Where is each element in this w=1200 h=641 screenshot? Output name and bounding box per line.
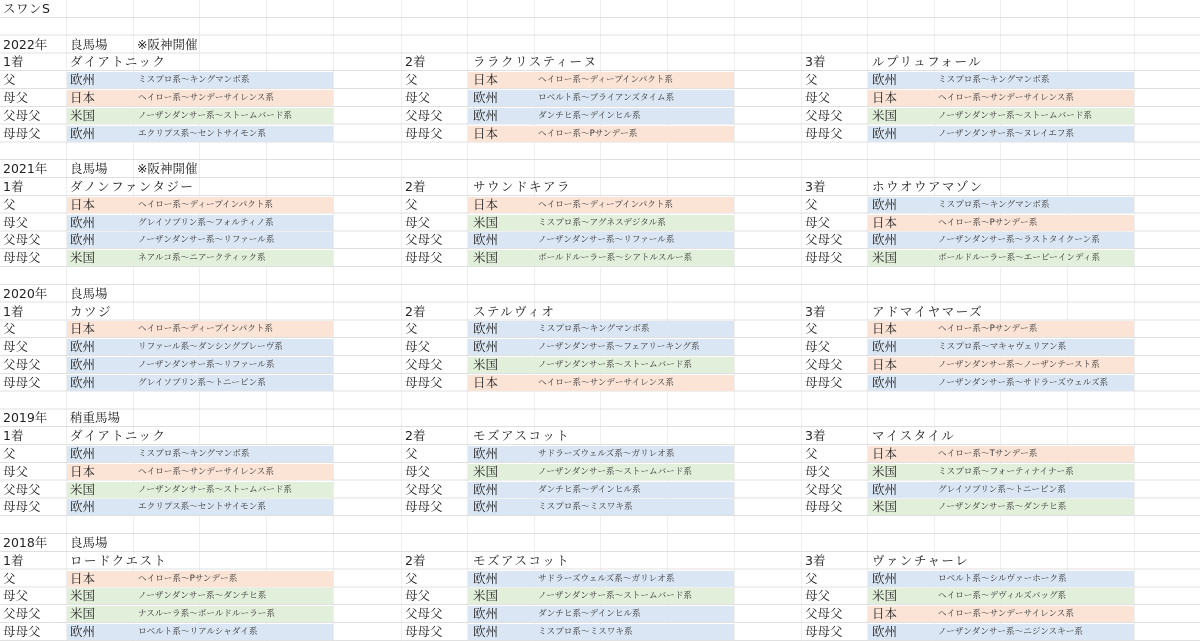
relation-cell[interactable]: 父母父 [405,481,443,497]
lineage-cell[interactable]: ボールドルーラー系～シアトルスルー系 [538,253,693,264]
region-cell[interactable]: 欧州 [473,570,499,586]
horse-name-cell[interactable]: ルプリュフォール [872,54,983,70]
relation-cell[interactable]: 父母父 [805,232,843,248]
relation-cell[interactable]: 父 [805,72,818,88]
lineage-cell[interactable]: ミスプロ系～キングマンボ系 [138,75,250,86]
relation-cell[interactable]: 父 [3,446,16,461]
place-cell[interactable]: 2着 [405,303,426,319]
relation-cell[interactable]: 父 [405,321,418,337]
region-cell[interactable]: 米国 [473,463,499,479]
pedigree-row [0,107,1200,125]
relation-cell[interactable]: 母母父 [3,250,41,266]
year-cell[interactable]: 2019年 [3,410,48,426]
lineage-cell[interactable]: グレイソブリン系～トニービン系 [138,377,266,388]
pedigree-row [0,196,1200,214]
region-cell[interactable]: 米国 [872,588,898,604]
region-cell[interactable]: 欧州 [473,624,499,639]
lineage-cell[interactable]: ナスルーラ系～ボールドルーラー系 [138,609,275,620]
region-cell[interactable]: 米国 [70,481,96,497]
year-cell[interactable]: 2020年 [3,285,48,301]
place-cell[interactable]: 1着 [3,552,24,568]
region-cell[interactable]: 米国 [70,606,96,622]
lineage-cell[interactable]: ヘイロー系～Tサンデー系 [938,449,1038,459]
lineage-cell[interactable]: ヘイロー系～サンデーサイレンス系 [938,93,1074,103]
horse-name-cell[interactable]: モズアスコット [473,552,571,568]
pedigree-row [0,338,1200,356]
region-cell[interactable]: 欧州 [70,624,96,639]
region-cell[interactable]: 日本 [872,606,898,622]
relation-cell[interactable]: 父 [3,196,16,212]
place-row [0,53,1200,71]
place-cell[interactable]: 1着 [3,54,24,70]
relation-cell[interactable]: 父母父 [805,357,843,372]
relation-cell[interactable]: 母父 [405,214,431,230]
region-cell[interactable]: 欧州 [70,339,96,355]
relation-cell[interactable]: 母母父 [405,374,443,390]
relation-cell[interactable]: 母母父 [405,624,443,639]
relation-cell[interactable]: 母父 [805,588,831,604]
relation-cell[interactable]: 父 [3,570,16,586]
region-cell[interactable]: 日本 [473,196,499,212]
region-cell[interactable]: 欧州 [872,232,898,248]
region-cell[interactable]: 日本 [872,90,898,105]
relation-cell[interactable]: 父母父 [405,606,443,622]
horse-name-cell[interactable]: モズアスコット [473,428,571,444]
region-cell[interactable]: 欧州 [473,232,499,248]
lineage-cell[interactable]: サドラーズウェルズ系～ガリレオ系 [538,573,675,584]
region-cell[interactable]: 日本 [872,357,898,372]
pedigree-row [0,605,1200,623]
horse-name-cell[interactable]: ステルヴィオ [473,303,556,319]
relation-cell[interactable]: 母母父 [805,374,843,390]
region-cell[interactable]: 米国 [473,588,499,604]
region-cell[interactable]: 欧州 [70,446,96,461]
region-cell[interactable]: 米国 [70,107,96,123]
pedigree-row [0,356,1200,374]
place-cell[interactable]: 2着 [405,54,426,70]
lineage-cell[interactable]: エクリプス系～セントサイモン系 [138,128,266,139]
relation-cell[interactable]: 母父 [3,339,29,355]
horse-name-cell[interactable]: ダノンファンタジー [70,179,195,194]
relation-cell[interactable]: 母母父 [405,250,443,266]
pedigree-row [0,214,1200,232]
relation-cell[interactable]: 父母父 [3,606,41,622]
horse-name-cell[interactable]: アドマイヤマーズ [872,303,984,319]
relation-cell[interactable]: 母父 [805,90,831,105]
place-row [0,552,1200,570]
region-cell[interactable]: 米国 [473,357,499,372]
region-cell[interactable]: 欧州 [70,357,96,372]
lineage-cell[interactable]: ネアルコ系～ニアークティック系 [138,253,266,264]
lineage-cell[interactable]: ロベルト系～リアルシャダイ系 [138,627,258,637]
region-cell[interactable]: 欧州 [872,624,898,639]
lineage-cell[interactable]: ノーザンダンサー系～ラストタイクーン系 [938,235,1100,246]
lineage-cell[interactable]: ミスプロ系～ミスワキ系 [538,627,633,637]
year-header-row [0,285,1200,303]
horse-name-cell[interactable]: マイスタイル [872,428,956,444]
relation-cell[interactable]: 父 [405,446,418,461]
region-cell[interactable]: 欧州 [473,339,499,355]
relation-cell[interactable]: 母父 [805,463,831,479]
lineage-cell[interactable]: ノーザンダンサー系～フェアリーキング系 [538,342,700,353]
lineage-cell[interactable]: ミスプロ系～マキャヴェリアン系 [938,342,1067,353]
relation-cell[interactable]: 父 [805,321,818,337]
region-cell[interactable]: 米国 [70,588,96,604]
region-cell[interactable]: 欧州 [473,90,499,105]
lineage-cell[interactable]: ボールドルーラー系～エーピーインディ系 [938,253,1101,264]
region-cell[interactable]: 欧州 [70,232,96,248]
pedigree-row [0,498,1200,516]
place-cell[interactable]: 2着 [405,552,426,568]
relation-cell[interactable]: 父母父 [405,107,443,123]
relation-cell[interactable]: 母母父 [805,250,843,266]
lineage-cell[interactable]: ヘイロー系～Pサンデー系 [938,324,1038,335]
pedigree-row [0,125,1200,143]
horse-name-cell[interactable]: ヴァンチャーレ [872,552,970,568]
relation-cell[interactable]: 母父 [805,339,831,355]
place-cell[interactable]: 3着 [805,54,826,70]
region-cell[interactable]: 欧州 [872,339,898,355]
region-cell[interactable]: 日本 [473,374,499,390]
region-cell[interactable]: 欧州 [872,196,898,212]
relation-cell[interactable]: 母父 [3,463,29,479]
lineage-cell[interactable]: ノーザンダンサー系～ノーザンテースト系 [938,360,1100,370]
relation-cell[interactable]: 父 [3,321,16,337]
relation-cell[interactable]: 母父 [405,588,431,604]
lineage-cell[interactable]: ヘイロー系～Pサンデー系 [938,217,1038,228]
lineage-cell[interactable]: ロベルト系～ブライアンズタイム系 [538,93,675,103]
region-cell[interactable]: 欧州 [70,374,96,390]
region-cell[interactable]: 欧州 [872,125,898,141]
place-cell[interactable]: 2着 [405,428,426,444]
pedigree-row [0,89,1200,107]
lineage-cell[interactable]: ノーザンダンサー系～ニジンスキー系 [938,627,1083,637]
place-row [0,427,1200,445]
region-cell[interactable]: 日本 [70,570,96,586]
going-cell[interactable]: 良馬場 [70,535,108,550]
relation-cell[interactable]: 母母父 [3,499,41,515]
lineage-cell[interactable]: グレイソブリン系～トニービン系 [938,484,1066,495]
relation-cell[interactable]: 父母父 [3,232,41,248]
relation-cell[interactable]: 母父 [3,90,29,105]
relation-cell[interactable]: 母父 [3,588,29,604]
region-cell[interactable]: 日本 [70,463,96,479]
region-cell[interactable]: 米国 [70,250,96,266]
pedigree-row [0,249,1200,267]
relation-cell[interactable]: 父 [3,72,16,88]
horse-name-cell[interactable]: サウンドキアラ [473,179,572,194]
year-header-row [0,160,1200,178]
lineage-cell[interactable]: ミスプロ系～キングマンボ系 [938,75,1050,86]
note-cell[interactable]: ※阪神開催 [137,36,198,52]
region-cell[interactable]: 日本 [872,321,898,337]
region-cell[interactable]: 日本 [70,196,96,212]
region-cell[interactable]: 欧州 [473,499,499,515]
place-row [0,303,1200,321]
place-cell[interactable]: 1着 [3,303,24,319]
year-header-row [0,36,1200,54]
lineage-cell[interactable]: ノーザンダンサー系～ヌレイエフ系 [938,128,1075,139]
relation-cell[interactable]: 母父 [405,463,431,479]
relation-cell[interactable]: 父母父 [3,107,41,123]
lineage-cell[interactable]: ノーザンダンサー系～ストームバード系 [938,110,1093,121]
pedigree-row [0,623,1200,641]
going-cell[interactable]: 良馬場 [70,161,108,177]
pedigree-row [0,231,1200,249]
lineage-cell[interactable]: ヘイロー系～サンデーサイレンス系 [938,609,1074,620]
place-row [0,178,1200,196]
year-cell[interactable]: 2018年 [3,535,48,550]
going-cell[interactable]: 稍重馬場 [70,410,121,426]
region-cell[interactable]: 欧州 [872,72,898,88]
horse-name-cell[interactable]: ダイアトニック [70,54,167,70]
lineage-cell[interactable]: ダンチヒ系～デインヒル系 [538,484,641,495]
pedigree-row [0,374,1200,392]
relation-cell[interactable]: 父 [805,446,818,461]
relation-cell[interactable]: 母母父 [405,499,443,515]
year-cell[interactable]: 2021年 [3,161,48,177]
region-cell[interactable]: 欧州 [70,72,96,88]
region-cell[interactable]: 日本 [473,72,499,88]
lineage-cell[interactable]: ノーザンダンサー系～ストームバード系 [538,360,693,370]
lineage-cell[interactable]: ノーザンダンサー系～ストームバード系 [138,110,293,121]
region-cell[interactable]: 欧州 [473,481,499,497]
region-cell[interactable]: 欧州 [70,214,96,230]
place-cell[interactable]: 3着 [805,552,826,568]
lineage-cell[interactable]: ヘイロー系～ディープインパクト系 [538,199,674,210]
lineage-cell[interactable]: ロベルト系～シルヴァーホーク系 [938,573,1067,584]
relation-cell[interactable]: 父母父 [805,606,843,622]
lineage-cell[interactable]: リファール系～ダンシングブレーヴ系 [138,342,283,353]
lineage-cell[interactable]: ヘイロー系～Pサンデー系 [138,573,238,584]
region-cell[interactable]: 欧州 [473,606,499,622]
lineage-cell[interactable]: ヘイロー系～Pサンデー系 [538,128,638,139]
region-cell[interactable]: 欧州 [70,499,96,515]
relation-cell[interactable]: 父母父 [405,357,443,372]
lineage-cell[interactable]: ノーザンダンサー系～ストームバード系 [538,591,693,602]
relation-cell[interactable]: 父母父 [805,481,843,497]
relation-cell[interactable]: 母母父 [3,374,41,390]
place-cell[interactable]: 1着 [3,179,24,194]
pedigree-row [0,71,1200,89]
lineage-cell[interactable]: ノーザンダンサー系～リファール系 [138,235,275,246]
place-cell[interactable]: 2着 [405,179,426,194]
region-cell[interactable]: 欧州 [473,446,499,461]
region-cell[interactable]: 米国 [872,250,898,266]
pedigree-row [0,463,1200,481]
relation-cell[interactable]: 父母父 [3,357,41,372]
lineage-cell[interactable]: ヘイロー系～ディープインパクト系 [538,75,674,86]
horse-name-cell[interactable]: カツジ [70,303,113,319]
lineage-cell[interactable]: グレイソブリン系～フォルティノ系 [138,217,274,228]
relation-cell[interactable]: 父母父 [3,481,41,497]
region-cell[interactable]: 日本 [473,125,499,141]
relation-cell[interactable]: 父 [405,570,418,586]
relation-cell[interactable]: 父 [405,196,418,212]
region-cell[interactable]: 日本 [70,90,96,105]
region-cell[interactable]: 欧州 [473,321,499,337]
region-cell[interactable]: 米国 [872,499,898,515]
lineage-cell[interactable]: ミスプロ系～アグネスデジタル系 [538,217,666,228]
year-header-row [0,534,1200,552]
place-cell[interactable]: 3着 [805,179,826,194]
lineage-cell[interactable]: ノーザンダンサー系～リファール系 [538,235,675,246]
lineage-cell[interactable]: ヘイロー系～サンデーサイレンス系 [538,377,674,388]
sheet-title[interactable]: スワンS [3,1,51,16]
place-cell[interactable]: 3着 [805,303,826,319]
year-header-row [0,409,1200,427]
relation-cell[interactable]: 母母父 [805,125,843,141]
relation-cell[interactable]: 母父 [405,90,431,105]
lineage-cell[interactable]: エクリプス系～セントサイモン系 [138,502,266,513]
region-cell[interactable]: 欧州 [473,107,499,123]
lineage-cell[interactable]: ノーザンダンサー系～ダンチヒ系 [138,591,267,602]
horse-name-cell[interactable]: ダイアトニック [70,428,167,444]
pedigree-row [0,320,1200,338]
year-cell[interactable]: 2022年 [3,36,48,52]
region-cell[interactable]: 欧州 [70,125,96,141]
lineage-cell[interactable]: ノーザンダンサー系～ストームバード系 [538,466,693,477]
relation-cell[interactable]: 父 [805,196,818,212]
going-cell[interactable]: 良馬場 [70,36,108,52]
relation-cell[interactable]: 母母父 [405,125,443,141]
region-cell[interactable]: 欧州 [872,481,898,497]
pedigree-row [0,587,1200,605]
pedigree-row [0,481,1200,499]
horse-name-cell[interactable]: ララクリスティーヌ [473,54,598,70]
region-cell[interactable]: 欧州 [872,570,898,586]
lineage-cell[interactable]: ミスプロ系～キングマンボ系 [938,199,1050,210]
lineage-cell[interactable]: ミスプロ系～キングマンボ系 [138,449,250,459]
relation-cell[interactable]: 父 [405,72,418,88]
lineage-cell[interactable]: ミスプロ系～キングマンボ系 [538,324,650,335]
lineage-cell[interactable]: ノーザンダンサー系～リファール系 [138,360,275,370]
horse-name-cell[interactable]: ホウオウアマゾン [872,179,984,194]
relation-cell[interactable]: 母母父 [805,624,843,639]
relation-cell[interactable]: 父母父 [805,107,843,123]
region-cell[interactable]: 欧州 [872,374,898,390]
region-cell[interactable]: 米国 [473,214,499,230]
lineage-cell[interactable]: ダンチヒ系～デインヒル系 [538,609,641,620]
lineage-cell[interactable]: ヘイロー系～サンデーサイレンス系 [138,466,274,477]
lineage-cell[interactable]: ヘイロー系～サンデーサイレンス系 [138,93,274,103]
relation-cell[interactable]: 母父 [805,214,831,230]
lineage-cell[interactable]: ノーザンダンサー系～ストームバード系 [138,484,293,495]
lineage-cell[interactable]: ヘイロー系～ディープインパクト系 [138,324,274,335]
going-cell[interactable]: 良馬場 [70,285,108,301]
region-cell[interactable]: 米国 [872,463,898,479]
lineage-cell[interactable]: サドラーズウェルズ系～ガリレオ系 [538,449,675,459]
region-cell[interactable]: 日本 [872,446,898,461]
region-cell[interactable]: 日本 [872,214,898,230]
relation-cell[interactable]: 父母父 [405,232,443,248]
lineage-cell[interactable]: ヘイロー系～ディープインパクト系 [138,199,274,210]
lineage-cell[interactable]: ミスプロ系～ミスワキ系 [538,502,633,513]
horse-name-cell[interactable]: ロードクエスト [70,552,168,568]
region-cell[interactable]: 米国 [872,107,898,123]
pedigree-row [0,445,1200,463]
lineage-cell[interactable]: ミスプロ系～フォーティナイナー系 [938,466,1074,477]
relation-cell[interactable]: 母父 [405,339,431,355]
pedigree-row [0,570,1200,588]
lineage-cell[interactable]: ダンチヒ系～デインヒル系 [538,110,641,121]
relation-cell[interactable]: 母母父 [805,499,843,515]
relation-cell[interactable]: 母父 [3,214,29,230]
region-cell[interactable]: 米国 [473,250,499,266]
sheet-title-row [0,0,1200,18]
relation-cell[interactable]: 母母父 [3,624,41,639]
place-cell[interactable]: 1着 [3,428,24,444]
relation-cell[interactable]: 母母父 [3,125,41,141]
note-cell[interactable]: ※阪神開催 [137,161,198,177]
lineage-cell[interactable]: ノーザンダンサー系～ダンチヒ系 [938,502,1067,513]
region-cell[interactable]: 日本 [70,321,96,337]
relation-cell[interactable]: 父 [805,570,818,586]
lineage-cell[interactable]: ヘイロー系～デヴィルズバッグ系 [938,591,1067,602]
place-cell[interactable]: 3着 [805,428,826,444]
lineage-cell[interactable]: ノーザンダンサー系～サドラーズウェルズ系 [938,377,1109,388]
